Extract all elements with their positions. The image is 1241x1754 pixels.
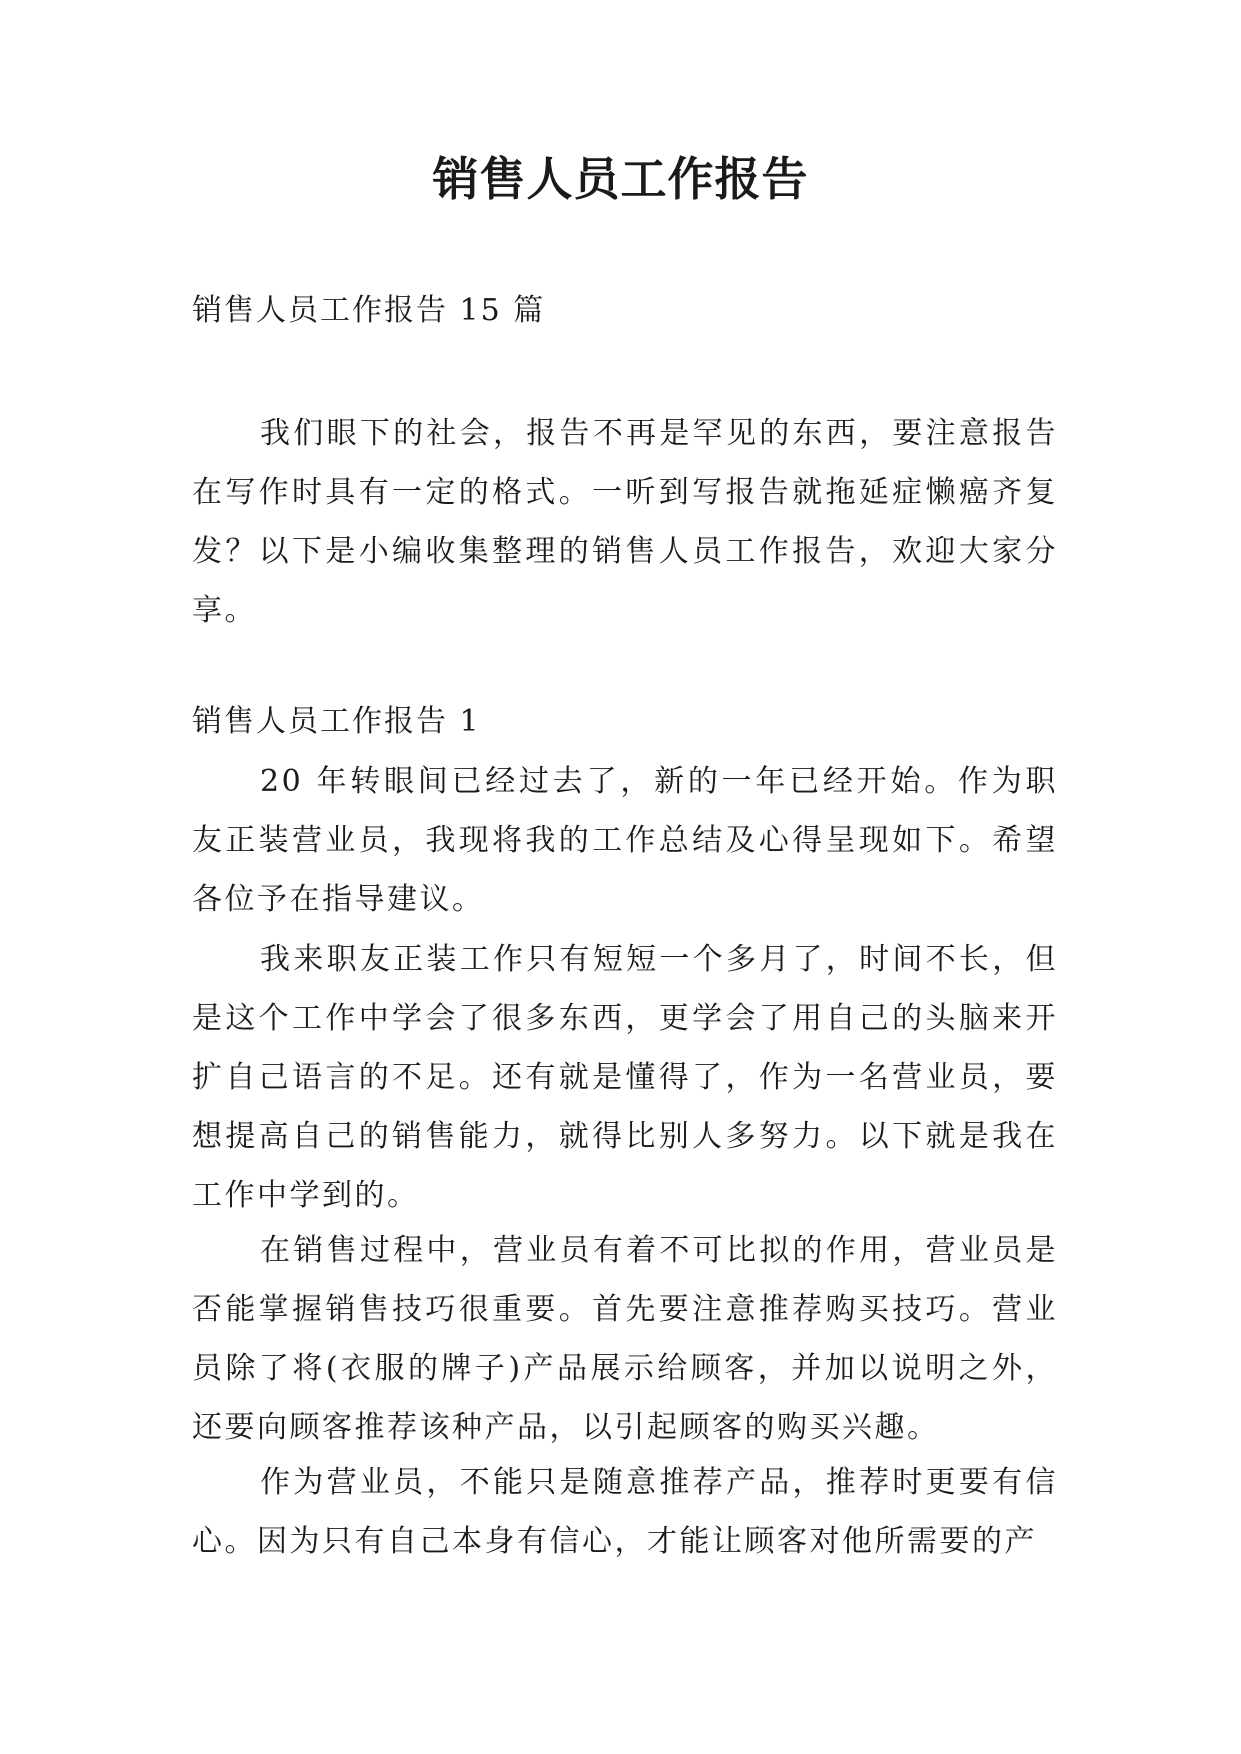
body-paragraph: 作为营业员，不能只是随意推荐产品，推荐时更要有信心。因为只有自己本身有信心，才能让顾客对他所需要的产	[192, 1465, 1058, 1559]
section-heading: 销售人员工作报告 1	[192, 704, 481, 739]
body-paragraph: 我来职友正装工作只有短短一个多月了，时间不长，但是这个工作中学会了很多东西，更学会了用自己的头脑来开扩自己语言的不足。还有就是懂得了，作为一名营业员，要想提高自己的销售能力，就得比别人多努力。以下就是我在工作中学到的。	[192, 942, 1058, 1213]
body-paragraph: 20 年转眼间已经过去了，新的一年已经开始。作为职友正装营业员，我现将我的工作总结及心得呈现如下。希望各位予在指导建议。	[192, 764, 1058, 917]
document-subtitle: 销售人员工作报告 15 篇	[192, 293, 546, 328]
body-paragraph: 在销售过程中，营业员有着不可比拟的作用，营业员是否能掌握销售技巧很重要。首先要注意推荐购买技巧。营业员除了将(衣服的牌子)产品展示给顾客，并加以说明之外，还要向顾客推荐该种产品，以引起顾客的购买兴趣。	[192, 1233, 1058, 1445]
document-title: 销售人员工作报告	[432, 152, 809, 206]
intro-paragraph: 我们眼下的社会，报告不再是罕见的东西，要注意报告在写作时具有一定的格式。一听到写报告就拖延症懒癌齐复发？以下是小编收集整理的销售人员工作报告，欢迎大家分享。	[192, 416, 1058, 628]
